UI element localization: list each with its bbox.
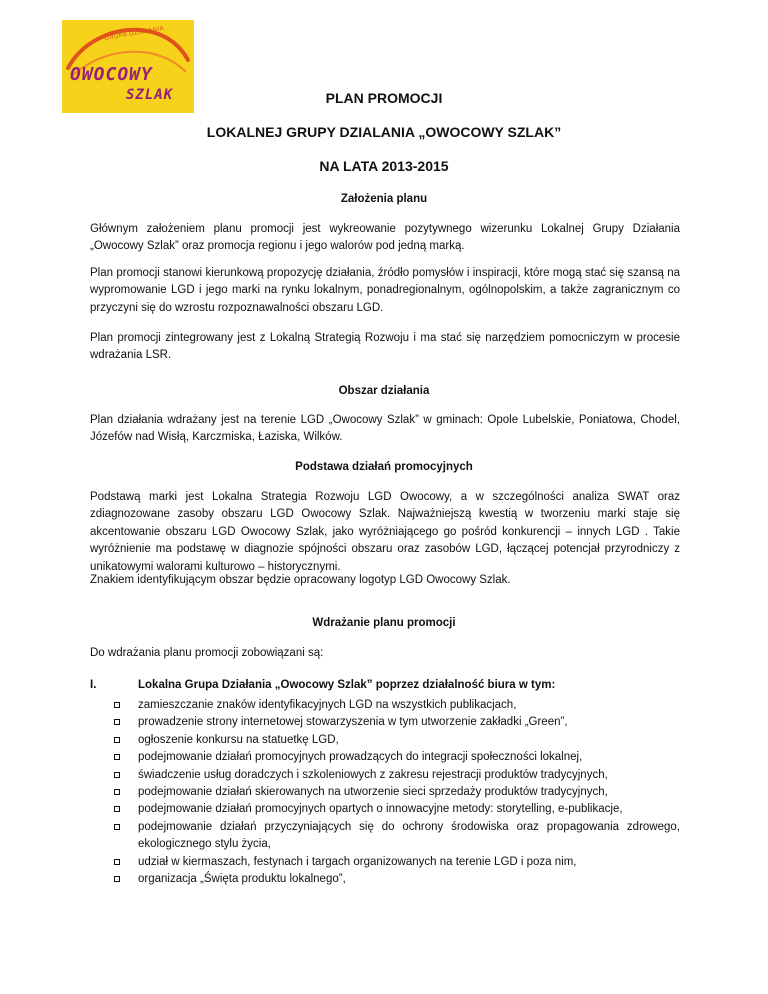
list-item: podejmowanie działań skierowanych na utworzenie sieci sprzedaży produktów tradycyjnych, [90, 784, 680, 801]
list-item: podejmowanie działań promocyjnych prowadzących do integracji społeczności lokalnej, [90, 749, 680, 766]
bullet-icon [114, 859, 120, 865]
section-heading-wdrazanie: Wdrażanie planu promocji [312, 617, 456, 629]
list-item: podejmowanie działań przyczyniających się do ochrony środowiska oraz propagowania zdrowego, ekologicznego stylu życia, [90, 819, 680, 854]
list-heading-text: Lokalna Grupa Działania „Owocowy Szlak” poprzez działalność biura w tym: [138, 679, 556, 691]
title-years: NA LATA 2013-2015 [319, 158, 449, 174]
paragraph-lsr-integration: Plan promocji zintegrowany jest z Lokalną Strategią Rozwoju i ma stać się narzędziem pomocniczym w procesie wdrażania LSR. [90, 332, 680, 362]
title-plan-promocji: PLAN PROMOCJI [325, 90, 443, 106]
list-heading [90, 679, 555, 691]
bullet-icon [114, 806, 120, 812]
list-item: świadczenie usług doradczych i szkoleniowych z zakresu rejestracji produktów tradycyjnych, [90, 767, 680, 784]
list-item: zamieszczanie znaków identyfikacyjnych LGD na wszystkich publikacjach, [90, 697, 680, 714]
title-lgd: LOKALNEJ GRUPY DZIALANIA „OWOCOWY SZLAK” [206, 124, 562, 140]
paragraph-main-goal: Głównym założeniem planu promocji jest wykreowanie pozytywnego wizerunku Lokalnej Grupy Działania „Owocowy Szlak” oraz promocja regionu i jego walorów pod jedną marką. [90, 223, 680, 253]
list-item: prowadzenie strony internetowej stowarzyszenia w tym utworzenie zakładki „Green”, [90, 714, 680, 731]
section-heading-podstawa: Podstawa działań promocyjnych [295, 461, 473, 473]
paragraph-obliged: Do wdrażania planu promocji zobowiązani są: [90, 647, 324, 659]
bullet-icon [114, 824, 120, 830]
paragraph-logotype: Znakiem identyfikującym obszar będzie opracowany logotyp LGD Owocowy Szlak. [90, 574, 511, 586]
bullet-icon [114, 789, 120, 795]
list-item: podejmowanie działań promocyjnych opartych o innowacyjne metody: storytelling, e-publikacje, [90, 801, 680, 818]
section-heading-zalozenia: Założenia planu [340, 193, 428, 205]
paragraph-brand-basis: Podstawą marki jest Lokalna Strategia Rozwoju LGD Owocowy, a w szczególności analiza SWAT oraz zdiagnozowane zasoby obszaru LGD Owocowy Szlak. Najważniejszą kwestią w tworzeniu marki staje się akcentowanie obszaru LGD Owocowy Szlak, jako wyróżniającego go pośród konkurencji – innych LGD . Takie wyróżnienie ma podstawę w diagnozie spójności obszaru oraz zasobów LGD, łączącej potencjał przyrodniczy z unikatowymi walorami kulturowo – historycznymi. [90, 491, 680, 573]
paragraph-area: Plan działania wdrażany jest na terenie LGD „Owocowy Szlak” w gminach: Opole Lubelskie, Poniatowa, Chodel, Józefów nad Wisłą, Karczmiska, Łaziska, Wilków. [90, 414, 680, 444]
bullet-icon [114, 754, 120, 760]
logo-word-szlak: SZLAK [126, 87, 174, 103]
section-heading-obszar: Obszar działania [338, 385, 430, 397]
bullet-icon [114, 719, 120, 725]
logo-arc-text: GRUPA DZIAŁANIA [103, 25, 165, 43]
paragraph-plan-description: Plan promocji stanowi kierunkową propozycję działania, źródło pomysłów i inspiracji, które mogą stać się szansą na wypromowanie LGD i jego marki na rynku lokalnym, ponadregionalnym, ogólnopolskim, a także zagranicznym co przyczyni się do wzrostu rozpoznawalności obszaru LGD. [90, 267, 680, 314]
bullet-icon [114, 772, 120, 778]
bullet-icon [114, 876, 120, 882]
bullet-icon [114, 737, 120, 743]
task-list [90, 697, 680, 888]
list-item: udział w kiermaszach, festynach i targach organizowanych na terenie LGD i poza nim, [90, 854, 680, 871]
bullet-icon [114, 702, 120, 708]
list-item: organizacja „Święta produktu lokalnego”, [90, 871, 680, 888]
list-item: ogłoszenie konkursu na statuetkę LGD, [90, 732, 680, 749]
list-number: I. [90, 679, 97, 691]
logo-word-owocowy: OWOCOWY [70, 64, 153, 85]
